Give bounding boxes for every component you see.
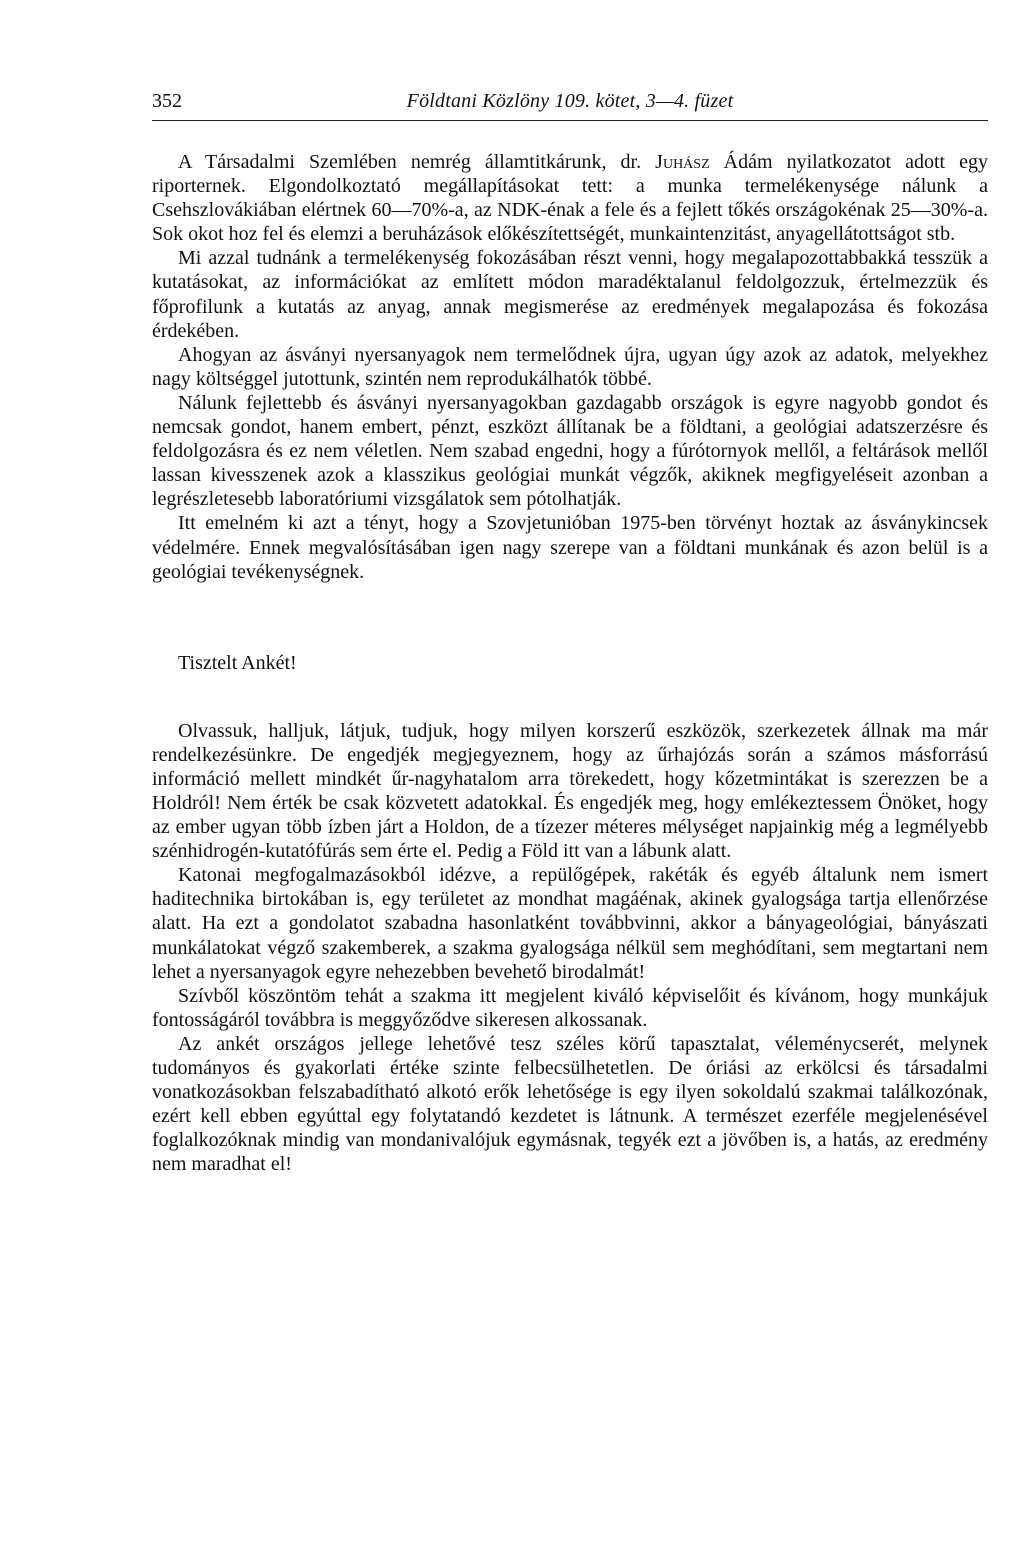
paragraph: Nálunk fejlettebb és ásványi nyersanyagokban gazdagabb országok is egyre nagyobb gondot és nemcsak gondot, hanem embert, pénzt, eszközt állítanak be a földtani, a geológiai adatszerzésre és feldolgozásra és ez nem véletlen. Nem szabad engedni, hogy a fúrótornyok mellől, a feltárások mellől lassan kivesszenek azok a klasszikus geológiai munkát végzők, akiknek megfigyeléseit azonban a legrészletesebb laboratóriumi vizsgálatok sem pótolhatják. [152, 391, 988, 511]
paragraph [152, 150, 988, 246]
paragraph: Az ankét országos jellege lehetővé tesz széles körű tapasztalat, véleménycserét, melynek tudományos és gyakorlati értéke szinte felbecsülhetetlen. De óriási az erkölcsi és társadalmi vonatkozásokban felszabadítható alkotó erők lehetősége is egy ilyen sokoldalú szakmai találkozónak, ezért kell ebben egyúttal egy folytatandó kezdetet is látnunk. A természet ezerféle megjelenésével foglalkozóknak mindig van mondanivalójuk egymásnak, tegyék ezt a jövőben is, a hatás, az eredmény nem maradhat el! [152, 1032, 988, 1176]
paragraph: Itt emelném ki azt a tényt, hogy a Szovjetunióban 1975-ben törvényt hoztak az ásványkincsek védelmére. Ennek megvalósításában igen nagy szerepe van a földtani munkának és azon belül is a geológiai tevékenységnek. [152, 512, 988, 583]
paragraph-text: A Társadalmi Szemlében nemrég államtitkárunk, dr. [178, 151, 656, 173]
author-name: Juhász [655, 151, 710, 173]
body-text [152, 150, 988, 1176]
page-number: 352 [152, 90, 182, 112]
paragraph: Olvassuk, halljuk, látjuk, tudjuk, hogy milyen korszerű eszközök, szerkezetek állnak ma már rendelkezésünkre. De engedjék megjegyeznem, hogy az űrhajózás során a számos másforrású információ mellett mindkét űr-nagyhatalom arra törekedett, hogy kőzetmintákat is szerezzen be a Holdról! Nem érték be csak közvetett adatokkal. És engedjék meg, hogy emlékeztessem Önöket, hogy az ember ugyan több ízben járt a Holdon, de a tízezer méteres mélységet napjainkig még a legmélyebb szénhidrogén-kutatófúrás sem érte el. Pedig a Föld itt van a lábunk alatt. [152, 719, 988, 863]
greeting: Tisztelt Ankét! [178, 651, 297, 674]
paragraph-text: Ádám nyilatkozatot adott egy riporternek. Elgondolkoztató megállapításokat tett: a munka termelékenysége nálunk a Csehszlovákiában elértnek 60—70%-a, az NDK-énak a fele és a fejlett tőkés országokénak 25—30%-a. Sok okot hoz fel és elemzi a beruházások előkészítettségét, munkaintenzitást, anyagellátottságot stb. [152, 151, 988, 246]
paragraph: Szívből köszöntöm tehát a szakma itt megjelent kiváló képviselőit és kívánom, hogy munkájuk fontosságáról továbbra is meggyőződve sikeresen alkossanak. [152, 984, 988, 1031]
page-header [152, 88, 988, 121]
running-title: Földtani Közlöny 109. kötet, 3—4. füzet [406, 90, 734, 112]
paragraph: Ahogyan az ásványi nyersanyagok nem termelődnek újra, ugyan úgy azok az adatok, melyekhez nagy költséggel jutottunk, szintén nem reprodukálhatók többé. [152, 343, 988, 390]
paragraph: Katonai megfogalmazásokból idézve, a repülőgépek, rakéták és egyéb általunk nem ismert haditechnika birtokában is, egy területet az mondhat magáénak, akinek gyalogsága tartja ellenőrzése alatt. Ha ezt a gondolatot szabadna hasonlatként továbbvinni, akkor a bányageológiai, bányászati munkálatokat végző szakemberek, a szakma gyalogsága nélkül sem meghódítani, sem megtartani nem lehet a nyersanyagok egyre nehezebben bevehető birodalmát! [152, 864, 988, 983]
paragraph: Mi azzal tudnánk a termelékenység fokozásában részt venni, hogy megalapozottabbakká tesszük a kutatásokat, az információkat az említett módon maradéktalanul feldolgozzuk, értelmezzük és főprofilunk a kutatás az anyag, annak megismerése az eredmények megalapozása és fokozása érdekében. [152, 247, 988, 342]
